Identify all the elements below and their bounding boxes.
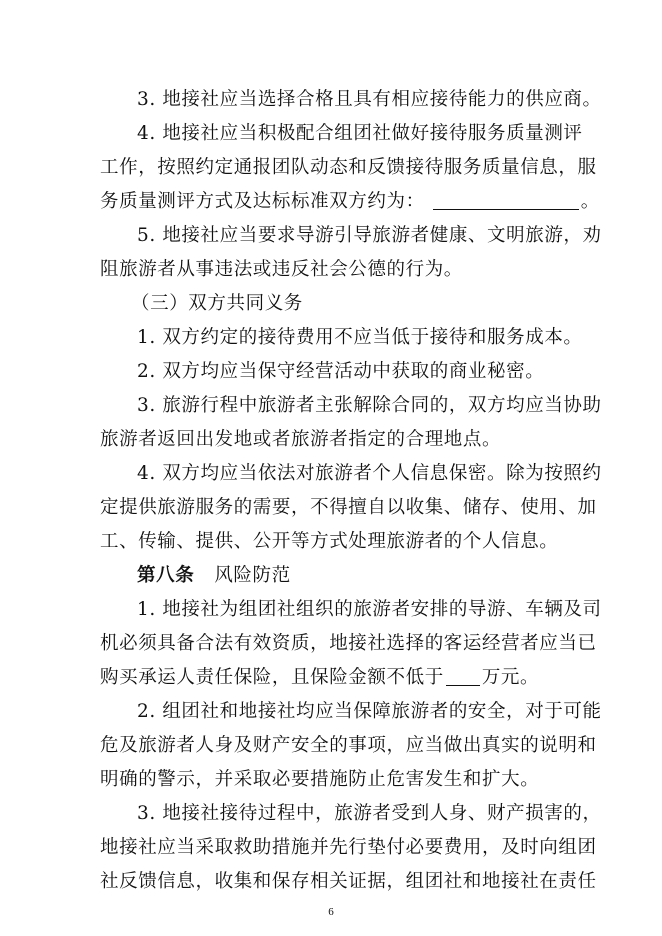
text-line: 工作，按照约定通报团队动态和反馈接待服务质量信息，服 [100, 157, 597, 178]
text-line: 阻旅游者从事违法或违反社会公德的行为。 [100, 259, 463, 280]
text-line: 4. 双方均应当依法对旅游者个人信息保密。除为按照约 [137, 463, 602, 484]
article-heading-line [137, 564, 564, 588]
text-line: 工、传输、提供、公开等方式处理旅游者的个人信息。 [100, 531, 559, 552]
text-line-with-blank [100, 190, 600, 214]
text-line: 社反馈信息，收集和保存相关证据，组团社和地接社在责任 [100, 871, 597, 892]
text-line: 危及旅游者人身及财产安全的事项，应当做出真实的说明和 [100, 735, 597, 756]
text-line: 地接社应当采取救助措施并先行垫付必要费用，及时向组团 [100, 837, 597, 858]
fill-in-blank[interactable] [446, 667, 480, 686]
line-text: 万元。 [481, 667, 540, 688]
section-heading: （三）双方共同义务 [131, 293, 303, 314]
line-text: 购买承运人责任保险，且保险金额不低于 [100, 667, 444, 688]
article-title: 风险防范 [214, 565, 291, 586]
text-line-with-blank [100, 666, 564, 690]
article-number: 第八条 [137, 565, 195, 586]
text-line: 4. 地接社应当积极配合组团社做好接待服务质量测评 [137, 123, 583, 144]
text-line: 5. 地接社应当要求导游引导旅游者健康、文明旅游，劝 [137, 225, 602, 246]
line-text: 。 [580, 191, 600, 212]
line-text: 务质量测评方式及达标标准双方约为： [100, 191, 425, 212]
text-line: 2. 双方均应当保守经营活动中获取的商业秘密。 [137, 361, 545, 382]
page-number: 6 [328, 906, 334, 918]
text-line: 3. 地接社应当选择合格且具有相应接待能力的供应商。 [137, 89, 602, 110]
text-line: 1. 双方约定的接待费用不应当低于接待和服务成本。 [137, 327, 583, 348]
text-line: 3. 旅游行程中旅游者主张解除合同的，双方均应当协助 [137, 395, 602, 416]
text-line: 2. 组团社和地接社均应当保障旅游者的安全，对于可能 [137, 701, 602, 722]
text-line: 旅游者返回出发地或者旅游者指定的合理地点。 [100, 429, 502, 450]
text-line: 1. 地接社为组团社组织的旅游者安排的导游、车辆及司 [137, 599, 602, 620]
text-line: 机必须具备合法有效资质，地接社选择的客运经营者应当已 [100, 633, 597, 654]
text-line: 明确的警示，并采取必要措施防止危害发生和扩大。 [100, 769, 540, 790]
text-line: 3. 地接社接待过程中，旅游者受到人身、财产损害的， [137, 803, 602, 824]
fill-in-blank[interactable] [433, 191, 579, 210]
text-line: 定提供旅游服务的需要，不得擅自以收集、储存、使用、加 [100, 497, 597, 518]
